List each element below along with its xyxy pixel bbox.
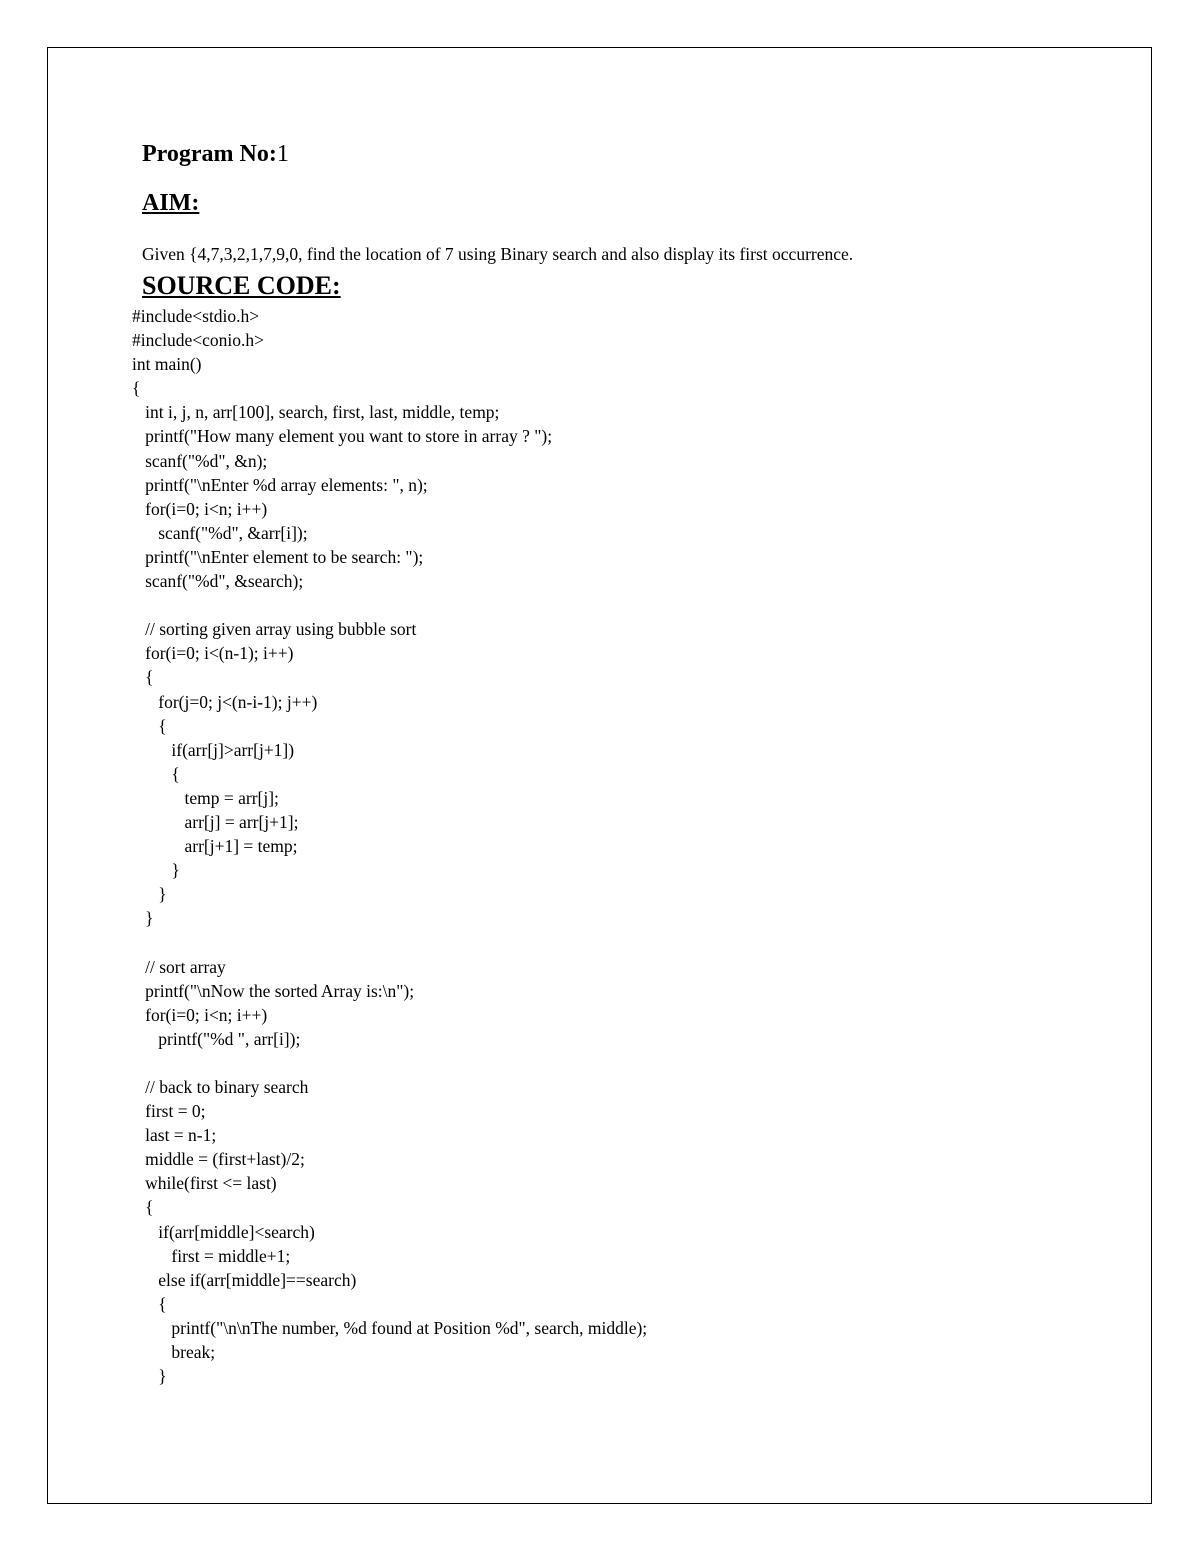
- code-line: {: [132, 763, 180, 784]
- code-line: for(i=0; i<n; i++): [132, 498, 268, 519]
- code-line: printf("How many element you want to store in array ? ");: [132, 426, 553, 447]
- code-line: }: [132, 860, 180, 881]
- code-line: temp = arr[j];: [132, 787, 279, 808]
- code-line: if(arr[middle]<search): [132, 1221, 315, 1242]
- code-line: }: [132, 1366, 167, 1387]
- code-line: int main(): [132, 354, 202, 375]
- code-line: break;: [132, 1342, 216, 1363]
- code-line: }: [132, 908, 154, 929]
- aim-heading: AIM:: [142, 190, 200, 216]
- code-line: [132, 930, 1092, 954]
- code-line: last = n-1;: [132, 1125, 217, 1146]
- code-line: }: [132, 884, 167, 905]
- code-line: [132, 1051, 1092, 1075]
- code-line: for(i=0; i<(n-1); i++): [132, 643, 294, 664]
- code-line: // back to binary search: [132, 1077, 309, 1097]
- code-line: {: [132, 715, 167, 736]
- code-line: first = middle+1;: [132, 1245, 291, 1266]
- code-line: #include<conio.h>: [132, 330, 265, 351]
- code-line: printf("\nNow the sorted Array is:\n");: [132, 980, 415, 1001]
- program-number: 1: [276, 141, 289, 167]
- code-line: // sort array: [132, 956, 226, 977]
- code-line: scanf("%d", &search);: [132, 571, 304, 592]
- program-label: Program No:: [142, 141, 277, 167]
- code-line: if(arr[j]>arr[j+1]): [132, 739, 295, 760]
- code-line: printf("\nEnter element to be search: ");: [132, 546, 424, 567]
- code-line: first = 0;: [132, 1101, 206, 1122]
- source-code-block: [132, 304, 1092, 1388]
- code-line: {: [132, 1197, 154, 1218]
- code-line: arr[j] = arr[j+1];: [132, 811, 299, 832]
- code-line: printf("\nEnter %d array elements: ", n);: [132, 474, 428, 495]
- code-line: while(first <= last): [132, 1173, 277, 1194]
- code-line: // sorting given array using bubble sort: [132, 619, 417, 640]
- code-line: scanf("%d", &n);: [132, 450, 268, 471]
- aim-text: Given {4,7,3,2,1,7,9,0, find the location of 7 using Binary search and also display its first occurrence.: [142, 244, 854, 264]
- code-line: for(i=0; i<n; i++): [132, 1004, 268, 1025]
- code-line: {: [132, 667, 154, 688]
- code-line: #include<stdio.h>: [132, 306, 260, 326]
- program-title: [142, 141, 289, 168]
- code-line: printf("%d ", arr[i]);: [132, 1028, 301, 1049]
- code-line: scanf("%d", &arr[i]);: [132, 522, 308, 543]
- code-line: {: [132, 1293, 167, 1314]
- code-line: middle = (first+last)/2;: [132, 1149, 305, 1170]
- code-line: else if(arr[middle]==search): [132, 1269, 357, 1290]
- code-line: for(j=0; j<(n-i-1); j++): [132, 691, 318, 712]
- code-line: {: [132, 378, 141, 399]
- code-line: [132, 593, 1092, 617]
- code-line: printf("\n\nThe number, %d found at Position %d", search, middle);: [132, 1317, 648, 1338]
- code-line: int i, j, n, arr[100], search, first, last, middle, temp;: [132, 402, 500, 423]
- code-line: arr[j+1] = temp;: [132, 836, 298, 857]
- source-code-heading: SOURCE CODE:: [142, 271, 341, 300]
